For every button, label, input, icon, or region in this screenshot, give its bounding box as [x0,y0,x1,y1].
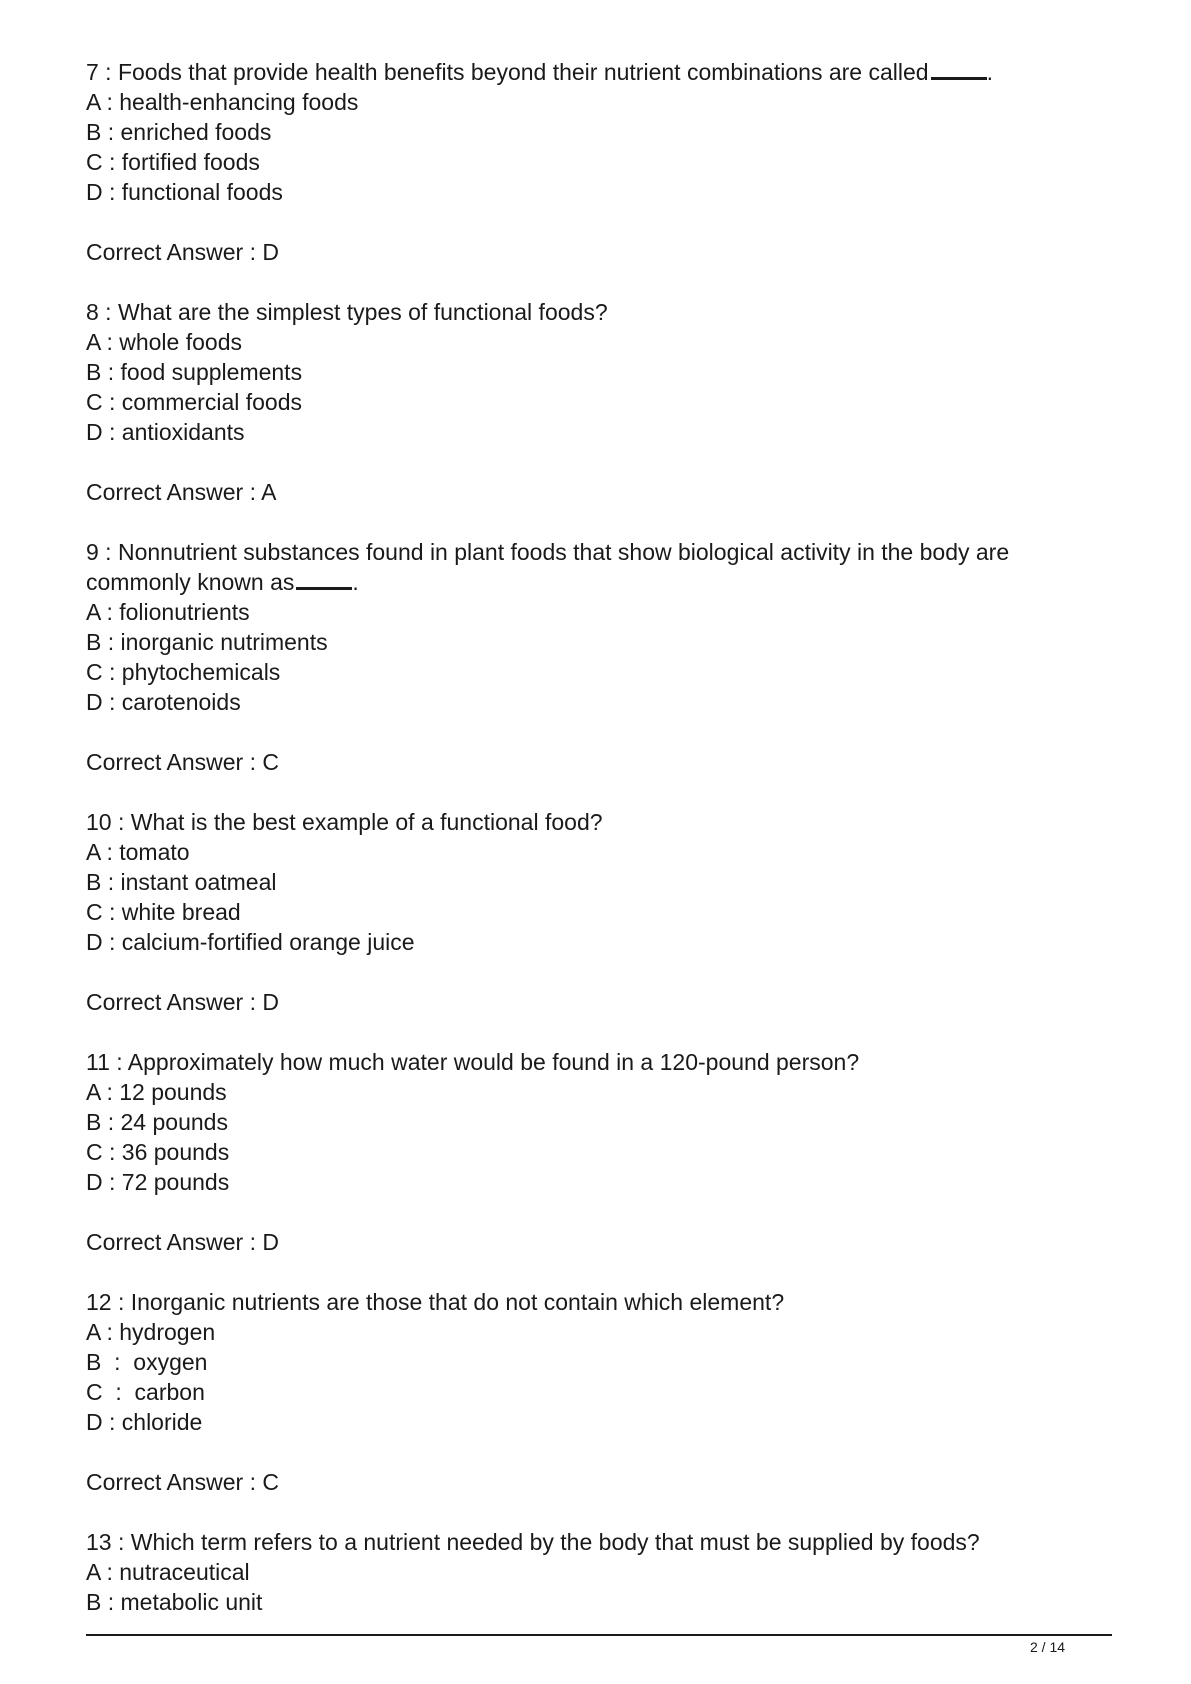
q9-option-d: D : carotenoids [86,689,241,715]
q10-correct-answer: Correct Answer : D [86,989,279,1015]
footer-divider [86,1634,1112,1636]
q12-correct-answer: Correct Answer : C [86,1469,279,1495]
q13-option-b: B : metabolic unit [86,1589,263,1615]
q8-option-d: D : antioxidants [86,419,245,445]
question-13-text: 13 : Which term refers to a nutrient needed by the body that must be supplied by foods? [86,1529,980,1555]
q11-option-a: A : 12 pounds [86,1079,227,1105]
q9-correct-answer: Correct Answer : C [86,749,279,775]
question-8-text: 8 : What are the simplest types of functional foods? [86,299,608,325]
q9-option-c: C : phytochemicals [86,659,281,685]
q11-option-d: D : 72 pounds [86,1169,230,1195]
q12-option-a: A : hydrogen [86,1319,216,1345]
q8-option-c: C : commercial foods [86,389,303,415]
question-10-text: 10 : What is the best example of a functional food? [86,809,603,835]
question-12-text: 12 : Inorganic nutrients are those that do not contain which element? [86,1289,785,1315]
q12-option-d: D : chloride [86,1409,203,1435]
q10-option-d: D : calcium-fortified orange juice [86,929,415,955]
q7-option-c: C : fortified foods [86,149,260,175]
q13-option-a: A : nutraceutical [86,1559,250,1585]
question-list [86,57,1106,1617]
q12-option-c: C : carbon [86,1379,205,1405]
q7-option-a: A : health-enhancing foods [86,89,359,115]
q10-option-b: B : instant oatmeal [86,869,277,895]
question-11-text: 11 : Approximately how much water would be found in a 120-pound person? [86,1049,860,1075]
q9-option-b: B : inorganic nutriments [86,629,328,655]
q11-option-b: B : 24 pounds [86,1109,228,1135]
page-number: 2 / 14 [1030,1639,1066,1655]
answer-blank [296,569,352,590]
q11-option-c: C : 36 pounds [86,1139,230,1165]
question-9-text-line-2: commonly known as . [86,569,359,595]
q9-option-a: A : folionutrients [86,599,250,625]
q8-option-a: A : whole foods [86,329,242,355]
q10-option-a: A : tomato [86,839,190,865]
answer-blank [931,59,987,80]
q12-option-b: B : oxygen [86,1349,208,1375]
question-7-text: 7 : Foods that provide health benefits beyond their nutrient combinations are called . [86,59,993,85]
q7-option-d: D : functional foods [86,179,283,205]
question-9-text-line-1: 9 : Nonnutrient substances found in plant foods that show biological activity in the body are [86,539,1010,565]
q10-option-c: C : white bread [86,899,241,925]
q7-correct-answer: Correct Answer : D [86,239,279,265]
q8-option-b: B : food supplements [86,359,303,385]
q11-correct-answer: Correct Answer : D [86,1229,279,1255]
q7-option-b: B : enriched foods [86,119,272,145]
q8-correct-answer: Correct Answer : A [86,479,277,505]
